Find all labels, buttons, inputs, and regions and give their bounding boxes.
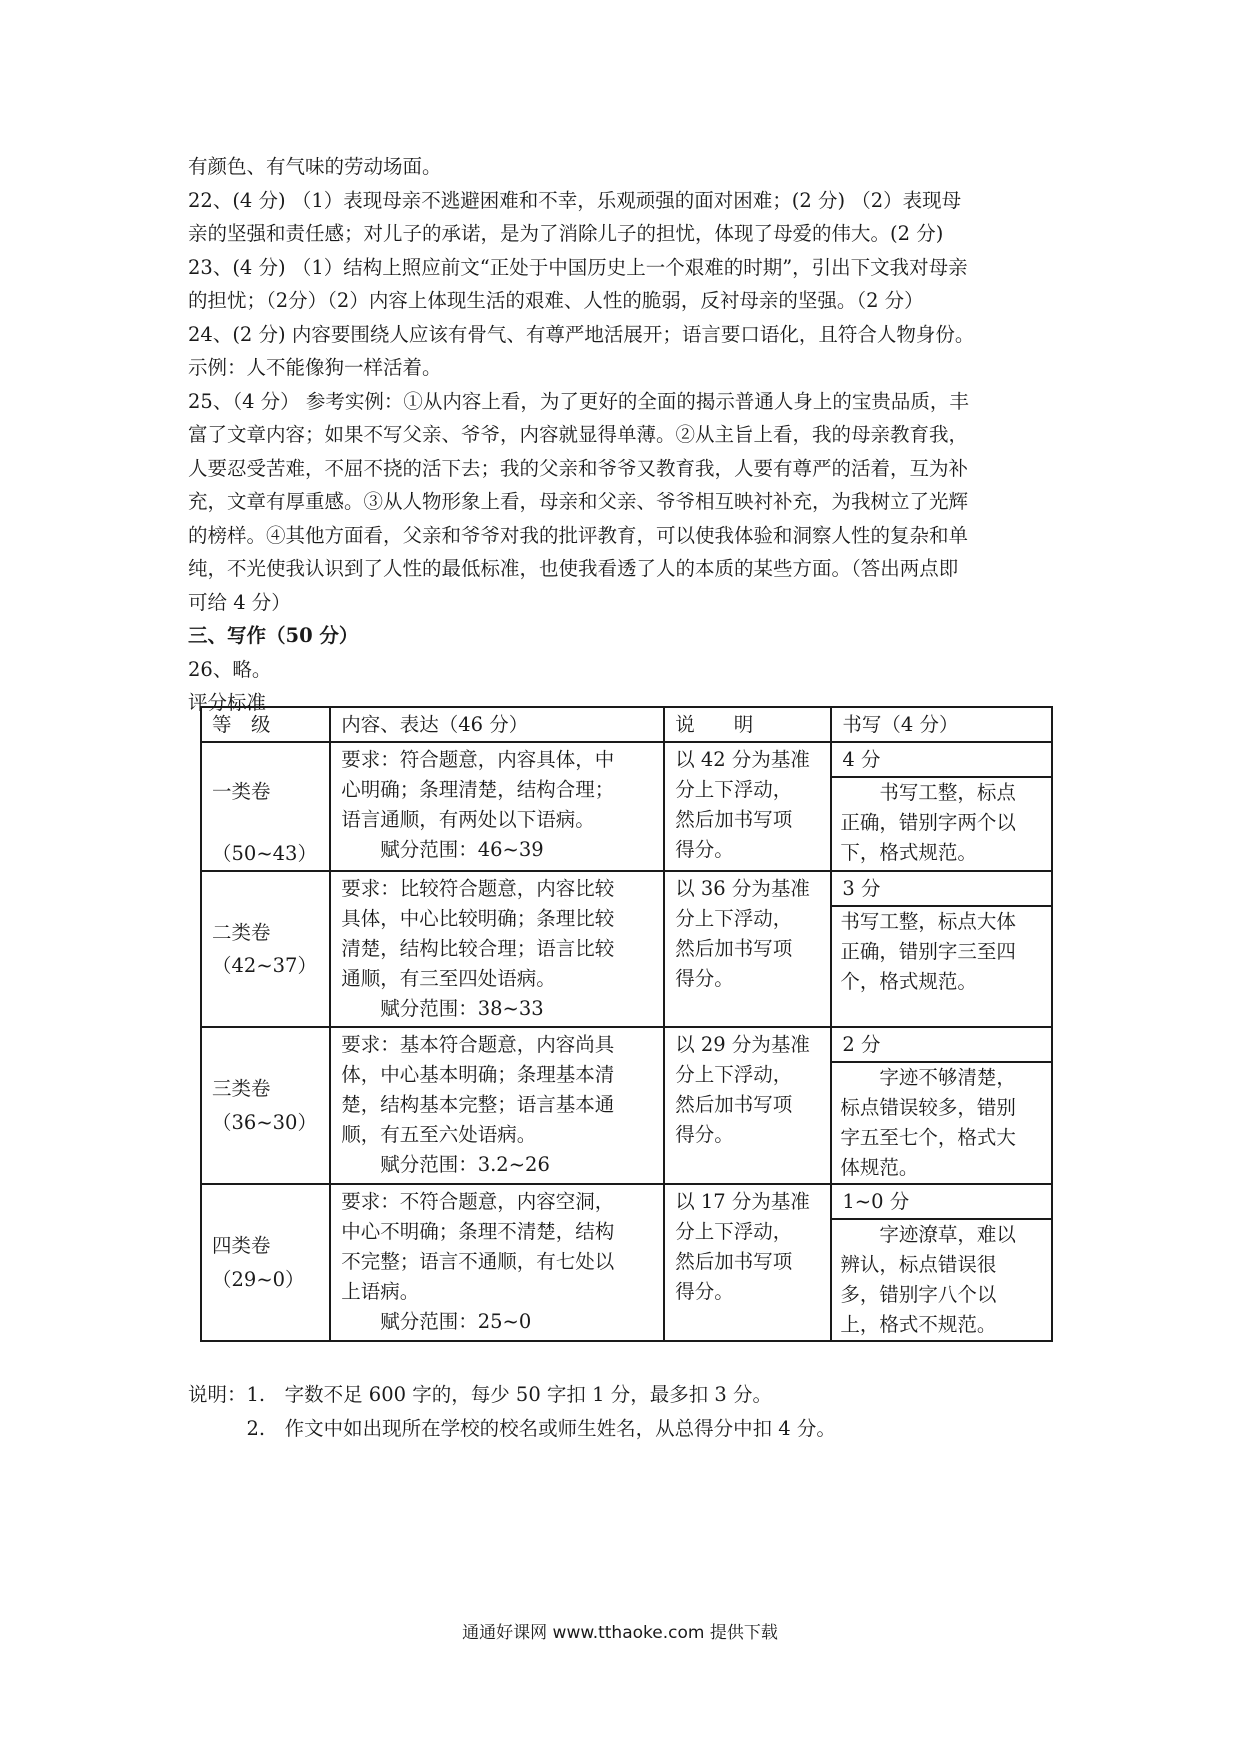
writing-desc-line: 标点错误较多，错别 (840, 1096, 1016, 1119)
content-line: 要求：不符合题意，内容空洞， (341, 1190, 615, 1213)
answer-line: 的榜样。④其他方面看，父亲和爷爷对我的批评教育，可以使我体验和洞察人性的复杂和单 (188, 523, 969, 547)
content-cell (330, 1184, 664, 1341)
header-writing: 书写（4 分） (831, 707, 1052, 742)
level-name: 四类卷 (212, 1234, 271, 1257)
notes-section (188, 1378, 1058, 1445)
footer-text: 通通好课网 www.tthaoke.com 提供下载 (462, 1623, 778, 1643)
writing-score: 3 分 (832, 872, 1051, 907)
writing-score: 4 分 (832, 743, 1051, 778)
content-cell (330, 742, 664, 871)
level-cell (201, 742, 330, 871)
table-row (201, 1184, 1052, 1341)
header-note: 说 明 (664, 707, 831, 742)
content-line: 体，中心基本明确；条理基本清 (341, 1063, 615, 1086)
content-line: 心明确；条理清楚，结构合理； (341, 778, 615, 801)
grading-table (200, 706, 1053, 1342)
writing-desc-line: 正确，错别字两个以 (840, 811, 1016, 834)
note-line: 以 29 分为基准 (675, 1033, 810, 1056)
content-cell (330, 1027, 664, 1184)
writing-cell (831, 1184, 1052, 1341)
writing-desc-line: 正确，错别字三至四 (840, 940, 1016, 963)
level-range: （42~37） (212, 954, 317, 977)
content-line: 赋分范围：3.2~26 (341, 1153, 550, 1176)
writing-desc-line: 字迹不够清楚， (840, 1066, 1016, 1089)
answer-lines (188, 150, 1058, 619)
note-line: 以 36 分为基准 (675, 877, 810, 900)
content-line: 具体，中心比较明确；条理比较 (341, 907, 615, 930)
answer-line: 亲的坚强和责任感；对儿子的承诺，是为了消除儿子的担忧，体现了母爱的伟大。(2 分) (188, 222, 944, 245)
content-line: 要求：符合题意，内容具体，中 (341, 748, 615, 771)
header-level: 等 级 (201, 707, 330, 742)
content-line: 楚，结构基本完整；语言基本通 (341, 1093, 615, 1116)
content-line: 要求：基本符合题意，内容尚具 (341, 1033, 615, 1056)
note-line: 分上下浮动， (675, 1063, 793, 1086)
header-content: 内容、表达（46 分） (330, 707, 664, 742)
answer-line: 富了文章内容；如果不写父亲、爷爷，内容就显得单薄。②从主旨上看，我的母亲教育我， (188, 423, 969, 446)
answer-line: 有颜色、有气味的劳动场面。 (188, 155, 442, 178)
note-line: 以 42 分为基准 (675, 748, 810, 771)
answer-line: 22、(4 分) （1）表现母亲不逃避困难和不幸，乐观顽强的面对困难；(2 分) （2）表现母 (188, 188, 962, 212)
table-row (201, 742, 1052, 871)
level-range: （29~0） (212, 1267, 305, 1291)
answer-line: 的担忧；（2分）（2）内容上体现生活的艰难、人性的脆弱，反衬母亲的坚强。（2 分） (188, 289, 924, 312)
note-line: 然后加书写项 (675, 1250, 793, 1273)
note-line: 得分。 (675, 838, 734, 861)
writing-desc-line: 体规范。 (840, 1156, 919, 1179)
writing-score: 2 分 (832, 1028, 1051, 1063)
writing-cell (831, 1027, 1052, 1184)
answer-line: 充，文章有厚重感。③从人物形象上看，母亲和父亲、爷爷相互映衬补充，为我树立了光辉 (188, 490, 969, 513)
note-line: 得分。 (675, 967, 734, 990)
level-name: 一类卷 (212, 780, 271, 803)
note-cell (664, 742, 831, 871)
content-line: 要求：比较符合题意，内容比较 (341, 877, 615, 900)
note-line: 分上下浮动， (675, 907, 793, 930)
writing-desc-line: 字五至七个，格式大 (840, 1126, 1016, 1149)
note-cell (664, 1027, 831, 1184)
level-cell (201, 871, 330, 1027)
level-range: （50~43） (212, 841, 317, 865)
level-name: 三类卷 (212, 1077, 271, 1100)
note-line: 然后加书写项 (675, 808, 793, 831)
writing-desc-line: 书写工整，标点 (840, 781, 1016, 804)
writing-desc-line: 个，格式规范。 (840, 970, 977, 993)
writing-desc-line: 书写工整，标点大体 (840, 910, 1016, 933)
content-line: 上语病。 (341, 1280, 420, 1303)
writing-desc-line: 上，格式不规范。 (840, 1313, 997, 1336)
writing-desc-line: 辨认，标点错误很 (840, 1253, 997, 1276)
content-line: 不完整；语言不通顺，有七处以 (341, 1250, 615, 1273)
answer-line: 纯，不光使我认识到了人性的最低标准，也使我看透了人的本质的某些方面。（答出两点即 (188, 557, 959, 580)
level-name: 二类卷 (212, 920, 271, 944)
note-cell (664, 871, 831, 1027)
table-row (201, 871, 1052, 1027)
content-line: 顺，有五至六处语病。 (341, 1123, 537, 1146)
writing-score: 1~0 分 (832, 1185, 1051, 1220)
item-26: 26、略。 (188, 657, 272, 681)
note-line: 得分。 (675, 1123, 734, 1146)
answer-line: 23、(4 分) （1）结构上照应前文“正处于中国历史上一个艰难的时期”，引出下文我对母亲 (188, 255, 968, 279)
table-caption: 评分标准 (188, 691, 267, 714)
content-line: 中心不明确；条理不清楚，结构 (341, 1220, 615, 1243)
writing-desc-line: 多，错别字八个以 (840, 1283, 997, 1306)
level-cell (201, 1184, 330, 1341)
content-line: 赋分范围：38~33 (341, 997, 544, 1020)
answer-line: 24、(2 分) 内容要围绕人应该有骨气、有尊严地活展开；语言要口语化，且符合人物身份。 (188, 322, 975, 346)
section-title: 三、写作（50 分） (188, 624, 359, 647)
note-2: 2. 作文中如出现所在学校的校名或师生姓名，从总得分中扣 4 分。 (188, 1416, 836, 1440)
note-line: 得分。 (675, 1280, 734, 1303)
writing-cell (831, 742, 1052, 871)
content-line: 语言通顺，有两处以下语病。 (341, 808, 595, 831)
answer-section (188, 150, 1058, 720)
note-line: 然后加书写项 (675, 1093, 793, 1116)
answer-line: 人要忍受苦难，不屈不挠的活下去；我的父亲和爷爷又教育我，人要有尊严的活着，互为补 (188, 456, 969, 480)
note-cell (664, 1184, 831, 1341)
note-line: 然后加书写项 (675, 937, 793, 960)
table-row (201, 1027, 1052, 1184)
level-cell (201, 1027, 330, 1184)
table-header-row (201, 707, 1052, 742)
content-line: 赋分范围：46~39 (341, 838, 544, 861)
writing-cell (831, 871, 1052, 1027)
writing-desc-line: 下，格式规范。 (840, 841, 977, 864)
writing-desc-line: 字迹潦草，难以 (840, 1223, 1016, 1246)
answer-line: 示例：人不能像狗一样活着。 (188, 356, 442, 379)
content-cell (330, 871, 664, 1027)
content-line: 赋分范围：25~0 (341, 1310, 532, 1333)
note-line: 以 17 分为基准 (675, 1190, 810, 1213)
content-line: 清楚，结构比较合理；语言比较 (341, 937, 615, 960)
content-line: 通顺，有三至四处语病。 (341, 967, 556, 990)
answer-line: 25、（4 分） 参考实例：①从内容上看，为了更好的全面的揭示普通人身上的宝贵品质，丰 (188, 389, 969, 413)
note-line: 分上下浮动， (675, 1220, 793, 1243)
note-line: 分上下浮动， (675, 778, 793, 801)
note-1: 说明：1. 字数不足 600 字的，每少 50 字扣 1 分，最多扣 3 分。 (188, 1383, 773, 1406)
answer-line: 可给 4 分） (188, 590, 291, 614)
level-range: （36~30） (212, 1110, 317, 1134)
